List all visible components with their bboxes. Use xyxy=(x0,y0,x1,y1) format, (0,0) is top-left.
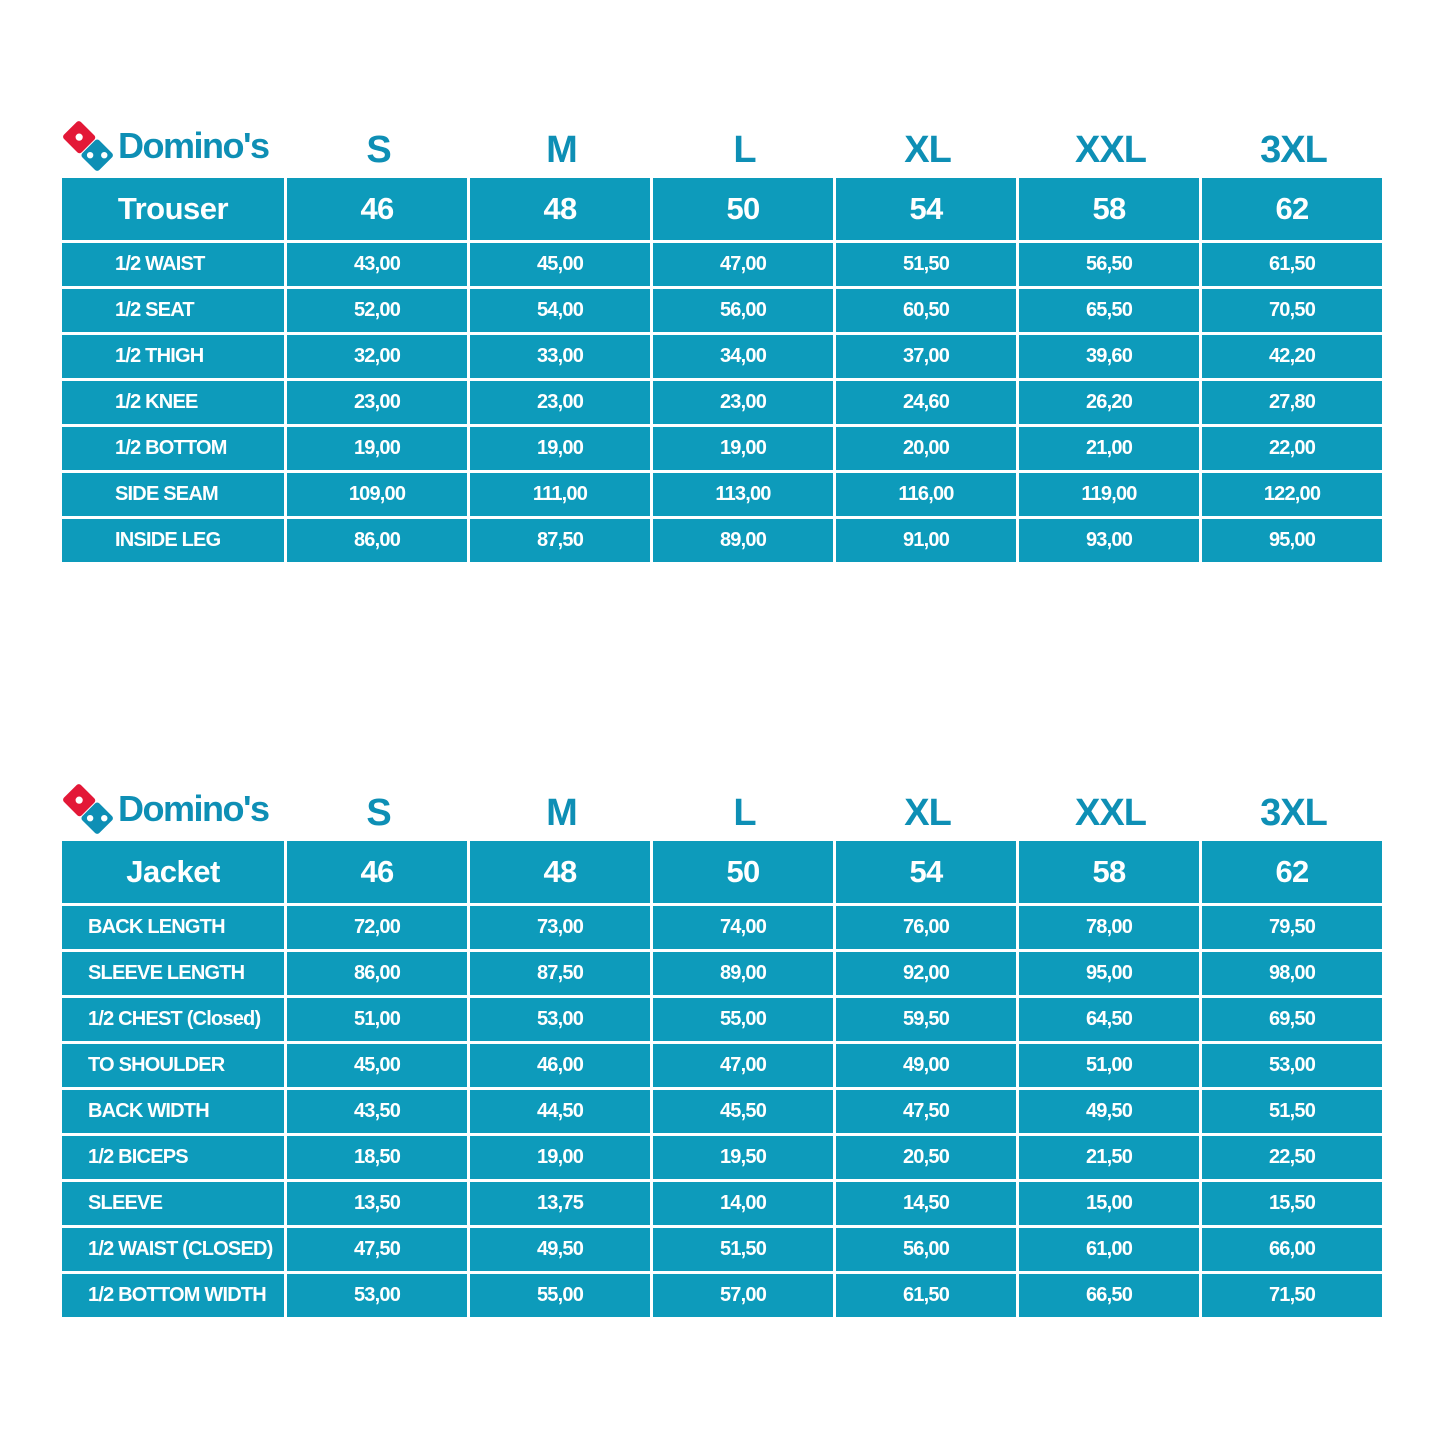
size-number: 62 xyxy=(1202,841,1382,903)
measurement-cell: 52,00 xyxy=(287,289,467,332)
row-label: 1/2 WAIST xyxy=(62,243,284,286)
row-label: 1/2 WAIST (CLOSED) xyxy=(62,1228,284,1271)
measurement-cell: 45,50 xyxy=(653,1090,833,1133)
measurement-cell: 49,50 xyxy=(470,1228,650,1271)
measurement-cell: 22,50 xyxy=(1202,1136,1382,1179)
table-row xyxy=(62,1090,1382,1133)
trouser-header-row xyxy=(62,112,1385,178)
table-row xyxy=(62,998,1382,1041)
table-row xyxy=(62,1182,1382,1225)
measurement-cell: 14,50 xyxy=(836,1182,1016,1225)
table-row xyxy=(62,906,1382,949)
measurement-cell: 18,50 xyxy=(287,1136,467,1179)
measurement-cell: 15,00 xyxy=(1019,1182,1199,1225)
measurement-cell: 91,00 xyxy=(836,519,1016,562)
measurement-cell: 21,00 xyxy=(1019,427,1199,470)
dominos-logo xyxy=(62,781,269,837)
size-label: XL xyxy=(904,792,951,834)
size-number: 54 xyxy=(836,178,1016,240)
measurement-cell: 87,50 xyxy=(470,519,650,562)
measurement-cell: 44,50 xyxy=(470,1090,650,1133)
measurement-cell: 26,20 xyxy=(1019,381,1199,424)
measurement-cell: 61,50 xyxy=(836,1274,1016,1317)
measurement-cell: 49,00 xyxy=(836,1044,1016,1087)
table-row xyxy=(62,952,1382,995)
measurement-cell: 49,50 xyxy=(1019,1090,1199,1133)
measurement-cell: 23,00 xyxy=(470,381,650,424)
measurement-cell: 20,50 xyxy=(836,1136,1016,1179)
size-label: XL xyxy=(904,129,951,171)
measurement-cell: 51,50 xyxy=(836,243,1016,286)
measurement-cell: 61,00 xyxy=(1019,1228,1199,1271)
size-number: 46 xyxy=(287,178,467,240)
measurement-cell: 61,50 xyxy=(1202,243,1382,286)
size-label: S xyxy=(366,792,391,834)
measurement-cell: 53,00 xyxy=(287,1274,467,1317)
row-label: BACK WIDTH xyxy=(62,1090,284,1133)
size-label: L xyxy=(733,129,756,171)
measurement-cell: 69,50 xyxy=(1202,998,1382,1041)
size-label: 3XL xyxy=(1260,129,1327,171)
row-label: 1/2 SEAT xyxy=(62,289,284,332)
measurement-cell: 72,00 xyxy=(287,906,467,949)
measurement-cell: 47,50 xyxy=(836,1090,1016,1133)
measurement-cell: 86,00 xyxy=(287,952,467,995)
measurement-cell: 51,50 xyxy=(1202,1090,1382,1133)
measurement-cell: 70,50 xyxy=(1202,289,1382,332)
measurement-cell: 19,00 xyxy=(287,427,467,470)
brand-name: Domino's xyxy=(118,788,269,829)
measurement-cell: 23,00 xyxy=(287,381,467,424)
measurement-cell: 32,00 xyxy=(287,335,467,378)
row-label: BACK LENGTH xyxy=(62,906,284,949)
measurement-cell: 54,00 xyxy=(470,289,650,332)
measurement-cell: 19,50 xyxy=(653,1136,833,1179)
row-label: SIDE SEAM xyxy=(62,473,284,516)
trouser-table xyxy=(59,175,1385,565)
measurement-cell: 51,50 xyxy=(653,1228,833,1271)
jacket-table xyxy=(59,838,1385,1320)
measurement-cell: 43,00 xyxy=(287,243,467,286)
measurement-cell: 122,00 xyxy=(1202,473,1382,516)
measurement-cell: 95,00 xyxy=(1202,519,1382,562)
measurement-cell: 93,00 xyxy=(1019,519,1199,562)
measurement-cell: 119,00 xyxy=(1019,473,1199,516)
measurement-cell: 64,50 xyxy=(1019,998,1199,1041)
jacket-size-chart xyxy=(62,775,1385,1320)
measurement-cell: 73,00 xyxy=(470,906,650,949)
size-label: L xyxy=(733,792,756,834)
size-labels xyxy=(287,775,1385,841)
size-number: 50 xyxy=(653,841,833,903)
measurement-cell: 34,00 xyxy=(653,335,833,378)
dominos-logo xyxy=(62,118,269,174)
measurement-cell: 116,00 xyxy=(836,473,1016,516)
measurement-cell: 33,00 xyxy=(470,335,650,378)
row-label: SLEEVE LENGTH xyxy=(62,952,284,995)
trouser-size-chart xyxy=(62,112,1385,565)
measurement-cell: 59,50 xyxy=(836,998,1016,1041)
measurement-cell: 43,50 xyxy=(287,1090,467,1133)
measurement-cell: 78,00 xyxy=(1019,906,1199,949)
row-label: SLEEVE xyxy=(62,1182,284,1225)
table-title-row xyxy=(62,178,1382,240)
size-label: XXL xyxy=(1075,129,1146,171)
table-row xyxy=(62,473,1382,516)
measurement-cell: 19,00 xyxy=(470,427,650,470)
measurement-cell: 24,60 xyxy=(836,381,1016,424)
measurement-cell: 19,00 xyxy=(470,1136,650,1179)
size-label: M xyxy=(546,129,577,171)
measurement-cell: 53,00 xyxy=(1202,1044,1382,1087)
size-number: 48 xyxy=(470,841,650,903)
measurement-cell: 14,00 xyxy=(653,1182,833,1225)
domino-tile-icon xyxy=(62,783,114,835)
table-row xyxy=(62,289,1382,332)
measurement-cell: 15,50 xyxy=(1202,1182,1382,1225)
measurement-cell: 60,50 xyxy=(836,289,1016,332)
size-number: 46 xyxy=(287,841,467,903)
table-row xyxy=(62,1136,1382,1179)
table-row xyxy=(62,1228,1382,1271)
measurement-cell: 51,00 xyxy=(287,998,467,1041)
size-number: 54 xyxy=(836,841,1016,903)
size-label: XXL xyxy=(1075,792,1146,834)
size-number: 48 xyxy=(470,178,650,240)
measurement-cell: 56,00 xyxy=(836,1228,1016,1271)
row-label: TO SHOULDER xyxy=(62,1044,284,1087)
measurement-cell: 46,00 xyxy=(470,1044,650,1087)
measurement-cell: 37,00 xyxy=(836,335,1016,378)
table-row xyxy=(62,427,1382,470)
measurement-cell: 87,50 xyxy=(470,952,650,995)
table-row xyxy=(62,243,1382,286)
measurement-cell: 74,00 xyxy=(653,906,833,949)
measurement-cell: 57,00 xyxy=(653,1274,833,1317)
measurement-cell: 111,00 xyxy=(470,473,650,516)
size-label: 3XL xyxy=(1260,792,1327,834)
table-row xyxy=(62,1044,1382,1087)
measurement-cell: 42,20 xyxy=(1202,335,1382,378)
measurement-cell: 86,00 xyxy=(287,519,467,562)
row-label: 1/2 BOTTOM xyxy=(62,427,284,470)
measurement-cell: 47,50 xyxy=(287,1228,467,1271)
measurement-cell: 13,50 xyxy=(287,1182,467,1225)
measurement-cell: 71,50 xyxy=(1202,1274,1382,1317)
measurement-cell: 109,00 xyxy=(287,473,467,516)
measurement-cell: 20,00 xyxy=(836,427,1016,470)
brand-name: Domino's xyxy=(118,125,269,166)
measurement-cell: 56,00 xyxy=(653,289,833,332)
measurement-cell: 55,00 xyxy=(470,1274,650,1317)
table-title: Jacket xyxy=(62,841,284,903)
row-label: 1/2 CHEST (Closed) xyxy=(62,998,284,1041)
measurement-cell: 47,00 xyxy=(653,243,833,286)
measurement-cell: 22,00 xyxy=(1202,427,1382,470)
measurement-cell: 47,00 xyxy=(653,1044,833,1087)
size-number: 50 xyxy=(653,178,833,240)
measurement-cell: 92,00 xyxy=(836,952,1016,995)
measurement-cell: 13,75 xyxy=(470,1182,650,1225)
measurement-cell: 39,60 xyxy=(1019,335,1199,378)
measurement-cell: 45,00 xyxy=(470,243,650,286)
measurement-cell: 66,50 xyxy=(1019,1274,1199,1317)
size-number: 58 xyxy=(1019,178,1199,240)
measurement-cell: 65,50 xyxy=(1019,289,1199,332)
measurement-cell: 76,00 xyxy=(836,906,1016,949)
table-row xyxy=(62,519,1382,562)
size-labels xyxy=(287,112,1385,178)
measurement-cell: 45,00 xyxy=(287,1044,467,1087)
measurement-cell: 56,50 xyxy=(1019,243,1199,286)
measurement-cell: 53,00 xyxy=(470,998,650,1041)
size-number: 58 xyxy=(1019,841,1199,903)
table-title-row xyxy=(62,841,1382,903)
table-title: Trouser xyxy=(62,178,284,240)
measurement-cell: 89,00 xyxy=(653,952,833,995)
jacket-header-row xyxy=(62,775,1385,841)
measurement-cell: 51,00 xyxy=(1019,1044,1199,1087)
measurement-cell: 98,00 xyxy=(1202,952,1382,995)
row-label: 1/2 BOTTOM WIDTH xyxy=(62,1274,284,1317)
domino-tile-icon xyxy=(62,120,114,172)
size-number: 62 xyxy=(1202,178,1382,240)
table-row xyxy=(62,381,1382,424)
row-label: 1/2 KNEE xyxy=(62,381,284,424)
size-label: S xyxy=(366,129,391,171)
measurement-cell: 21,50 xyxy=(1019,1136,1199,1179)
table-row xyxy=(62,335,1382,378)
measurement-cell: 79,50 xyxy=(1202,906,1382,949)
measurement-cell: 19,00 xyxy=(653,427,833,470)
measurement-cell: 27,80 xyxy=(1202,381,1382,424)
measurement-cell: 113,00 xyxy=(653,473,833,516)
measurement-cell: 55,00 xyxy=(653,998,833,1041)
row-label: INSIDE LEG xyxy=(62,519,284,562)
measurement-cell: 66,00 xyxy=(1202,1228,1382,1271)
row-label: 1/2 BICEPS xyxy=(62,1136,284,1179)
table-row xyxy=(62,1274,1382,1317)
measurement-cell: 89,00 xyxy=(653,519,833,562)
size-label: M xyxy=(546,792,577,834)
row-label: 1/2 THIGH xyxy=(62,335,284,378)
measurement-cell: 95,00 xyxy=(1019,952,1199,995)
measurement-cell: 23,00 xyxy=(653,381,833,424)
